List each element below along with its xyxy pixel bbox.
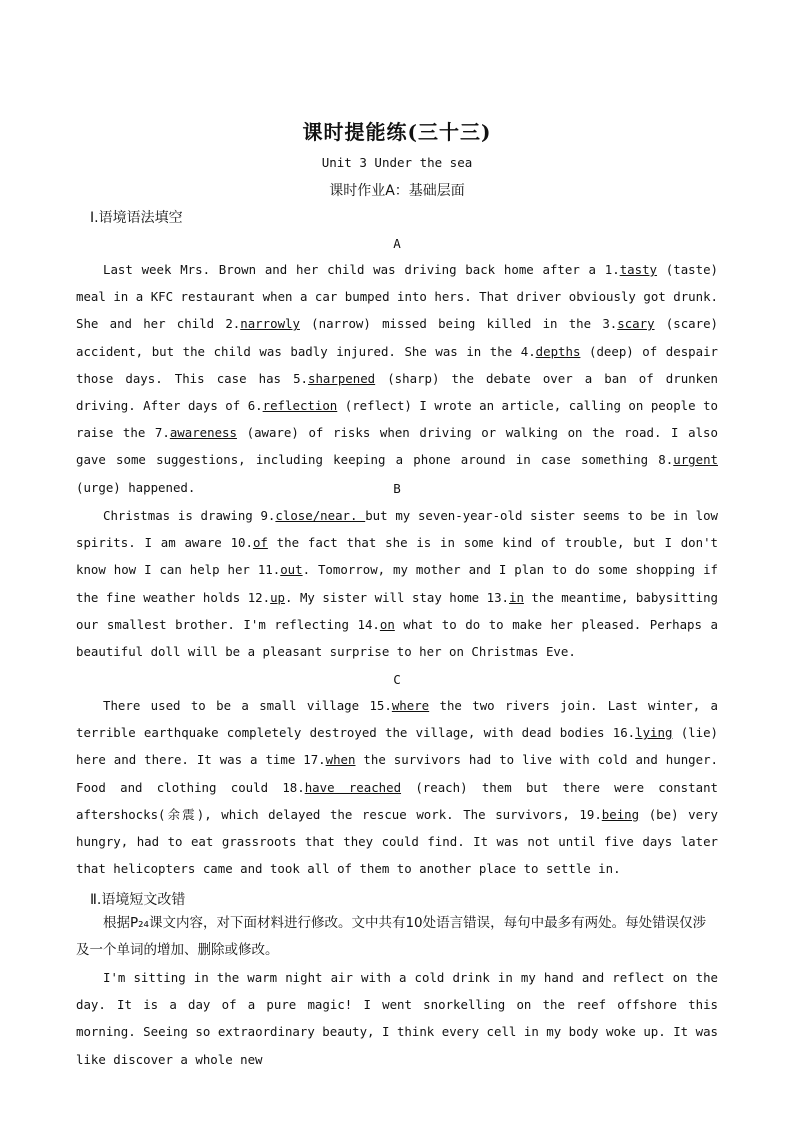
- lesson-subtitle: 课时作业A：基础层面: [329, 183, 465, 199]
- passage-text: There used to be a small village 15.: [103, 698, 392, 713]
- unit-subtitle: Unit 3 Under the sea: [321, 155, 473, 170]
- passage-text: Last week Mrs. Brown and her child was driving back home after a 1.: [103, 262, 620, 277]
- passage-text: (urge) happened.: [76, 479, 196, 495]
- answer-blank: out: [280, 562, 303, 578]
- passage-text: . Tomorrow, my mother and I plan to do some shopping if the fine weather holds 12.: [76, 562, 718, 605]
- passage-c: [76, 692, 718, 882]
- answer-blank: awareness: [169, 425, 237, 441]
- answer-blank: depths: [535, 343, 581, 359]
- passage-text: (taste) meal in a KFC restaurant when a car bumped into hers. That driver obviously got drunk. She and her child 2.: [76, 262, 718, 332]
- answer-blank: up: [270, 589, 286, 605]
- section-2-instruction: 根据P₂₄课文内容，对下面材料进行修改。文中共有10处语言错误，每句中最多有两处。每处错误仅涉及一个单词的增加、删除或修改。: [76, 915, 707, 958]
- section-2-heading: Ⅱ.语境短文改错: [90, 892, 186, 908]
- passage-text: Christmas is drawing 9.: [103, 508, 276, 523]
- passage-text: (reflect) I wrote an article, calling on people to raise the 7.: [76, 398, 719, 441]
- section-1-heading: Ⅰ.语境语法填空: [90, 210, 183, 226]
- page-title: 课时提能练(三十三): [302, 120, 492, 144]
- passage-text: the fact that she is in some kind of trouble, but I don't know how I can help her 11.: [76, 535, 718, 578]
- passage-a-label: A: [393, 236, 401, 251]
- passage-text: (reach) them but there were constant aftershocks(余震), which delayed the rescue work. The survivors, 19.: [76, 779, 718, 822]
- answer-blank: when: [325, 752, 356, 768]
- passage-a: [76, 256, 718, 501]
- answer-blank: of: [252, 535, 268, 551]
- passage-text: (lie) here and there. It was a time 17.: [76, 725, 719, 768]
- answer-blank: tasty: [619, 262, 658, 277]
- passage-text: (scare) accident, but the child was badly injured. She was in the 4.: [76, 316, 719, 359]
- passage-text: (deep) of despair those days. This case has 5.: [76, 343, 718, 386]
- passage-text: the meantime, babysitting our smallest brother. I'm reflecting 14.: [76, 589, 718, 632]
- answer-blank: narrowly: [240, 316, 300, 332]
- answer-blank: urgent: [673, 452, 718, 468]
- answer-blank: on: [379, 616, 395, 632]
- passage-text: (aware) of risks when driving or walking on the road. I also gave some suggestions, including keeping a phone around in case something 8.: [76, 425, 718, 468]
- answer-blank: have reached: [304, 779, 402, 795]
- answer-blank: in: [509, 589, 524, 605]
- passage-text: the survivors had to live with cold and hunger. Food and clothing could 18.: [76, 752, 718, 795]
- answer-blank: close/near.: [275, 508, 366, 523]
- passage-text: (be) very hungry, had to eat grassroots that they could find. It was not until five days later that helicopters came and took all of them to another place to settle in.: [76, 806, 718, 877]
- passage-c-label: C: [393, 672, 401, 687]
- correction-passage: I'm sitting in the warm night air with a cold drink in my hand and reflect on the day. It is a day of a pure magic! I went snorkelling on the reef offshore this morning. Seeing so extraordinary beauty, I think every cell in my body woke up. It was like discover a whole new: [76, 970, 718, 1067]
- answer-blank: sharpened: [308, 370, 376, 386]
- passage-text: . My sister will stay home 13.: [285, 589, 510, 605]
- answer-blank: scary: [617, 316, 655, 332]
- passage-text: the two rivers join. Last winter, a terrible earthquake completely destroyed the village, with dead bodies 16.: [76, 698, 718, 741]
- answer-blank: reflection: [262, 398, 338, 414]
- passage-text: but my seven-year-old sister seems to be in low spirits. I am aware 10.: [76, 508, 718, 551]
- passage-b: [76, 502, 718, 665]
- answer-blank: being: [601, 806, 640, 822]
- passage-text: what to do to make her pleased. Perhaps a beautiful doll will be a pleasant surprise to her on Christmas Eve.: [76, 616, 718, 660]
- passage-text: (narrow) missed being killed in the 3.: [299, 316, 618, 332]
- answer-blank: lying: [635, 725, 673, 741]
- answer-blank: where: [391, 698, 430, 713]
- passage-text: (sharp) the debate over a ban of drunken driving. After days of 6.: [76, 370, 718, 414]
- passage-b-label: B: [393, 481, 401, 496]
